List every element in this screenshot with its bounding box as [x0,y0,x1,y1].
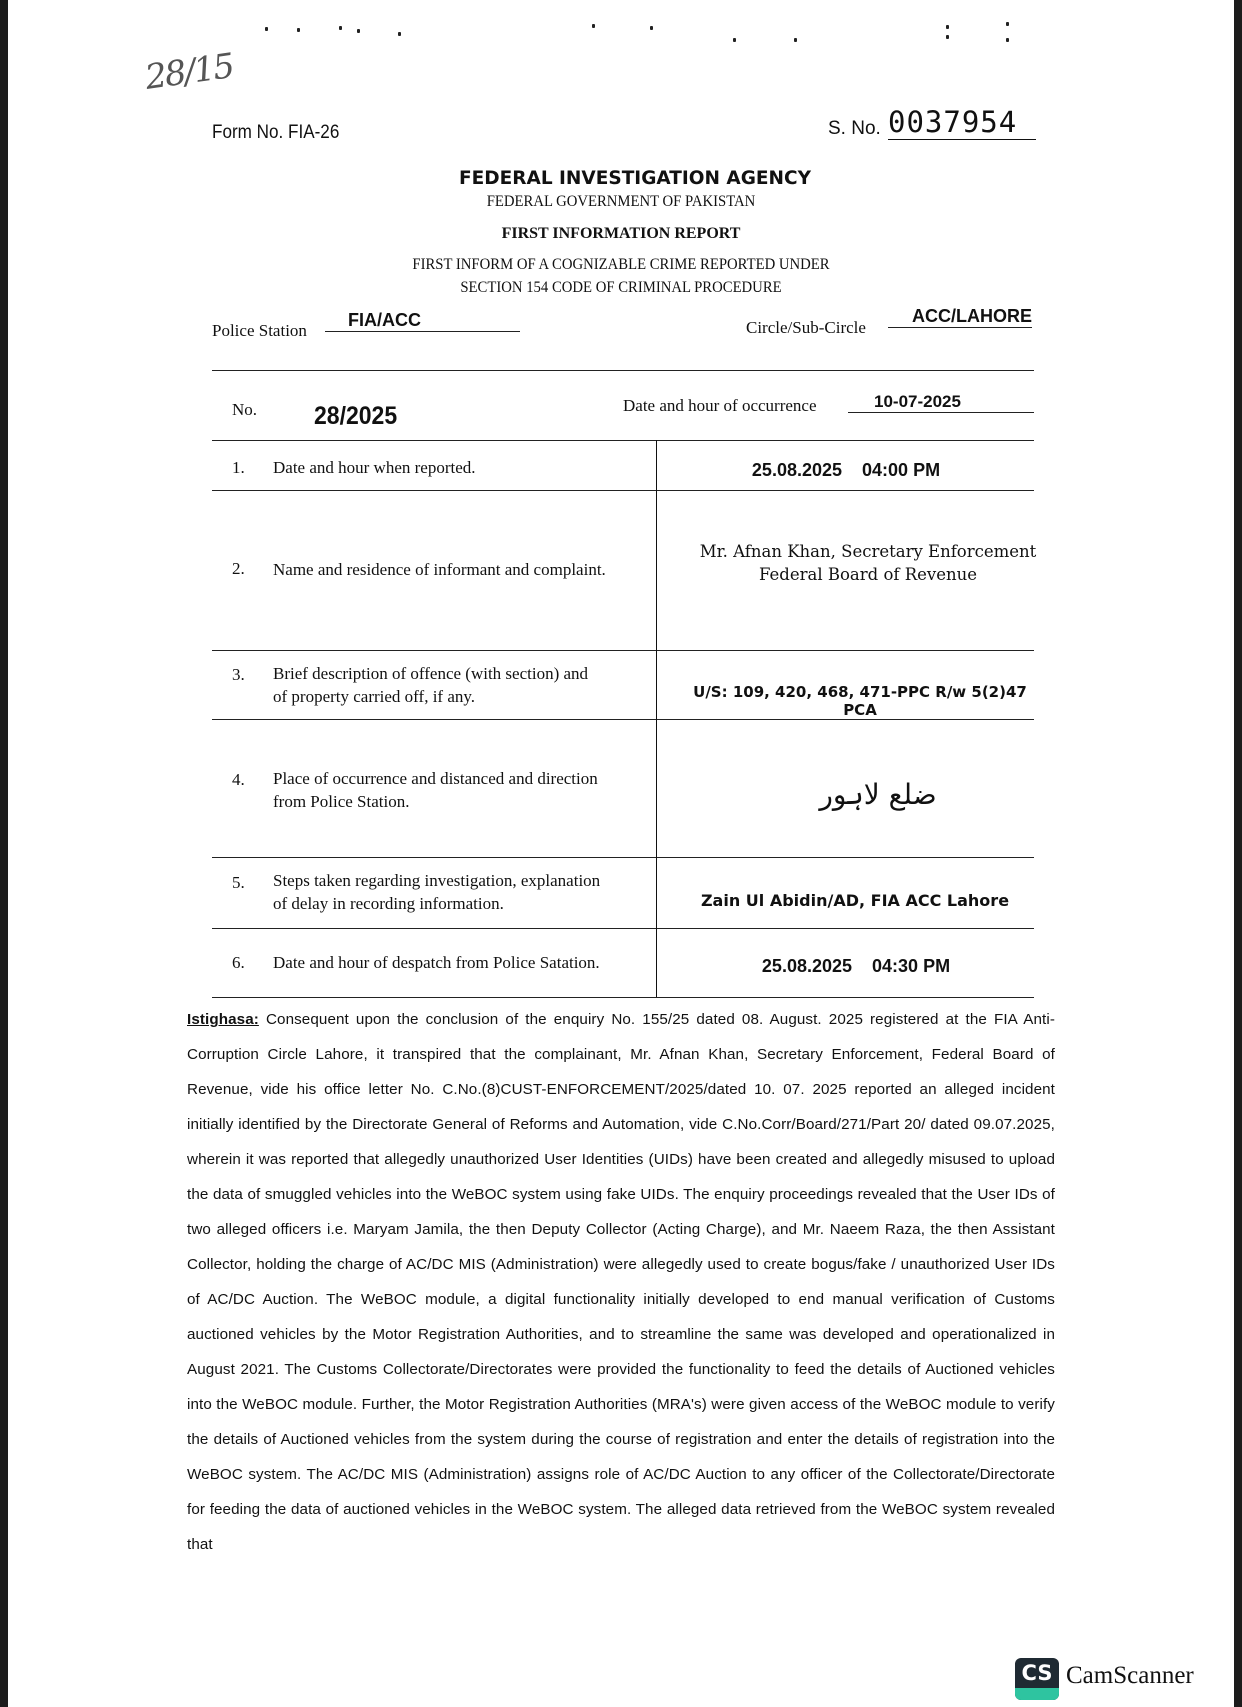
row-5-label: Steps taken regarding investigation, explanation of delay in recording information. [273,871,601,913]
row-4-number: 4. [232,770,245,789]
informant-name: Mr. Afnan Khan, Secretary Enforcement [699,542,1037,561]
scan-edge-left [0,0,8,1707]
despatch-date: 25.08.2025 [761,956,853,976]
scan-edge-right [1234,0,1242,1707]
police-station-label: Police Station [212,321,307,340]
row-5-value: Zain Ul Abidin/AD, FIA ACC Lahore [700,891,1010,910]
row-1-label: Date and hour when reported. [273,458,476,477]
fir-number-value: 28/2025 [314,402,398,430]
row-6-number: 6. [232,953,245,972]
narrative-paragraph [187,1002,1055,1562]
row-1-number: 1. [232,458,245,477]
offence-act: PCA [843,701,877,719]
row-2-label: Name and residence of informant and complaint. [273,560,606,579]
row-1-value [658,460,1034,481]
form-number: Form No. FIA-26 [212,122,340,143]
scan-speck [357,29,360,33]
scan-speck [794,38,797,42]
circle-value: ACC/LAHORE [888,306,1032,328]
fir-number-label: No. [232,400,258,419]
serial-number-value: 0037954 [888,105,1036,140]
reported-time: 04:00 PM [862,460,941,480]
scan-speck [297,28,300,32]
row-2-value [668,540,1068,586]
divider [212,370,1034,371]
scan-speck [1006,38,1009,42]
camscanner-watermark: CamScanner [1066,1662,1194,1689]
informant-organisation: Federal Board of Revenue [758,565,978,584]
scan-speck [946,25,949,29]
agency-title: FEDERAL INVESTIGATION AGENCY [458,168,812,189]
table-rule [212,490,1034,491]
row-3-number: 3. [232,665,245,684]
row-3-value [665,680,1055,723]
row-6-value [668,956,1044,977]
occurrence-label: Date and hour of occurrence [623,396,817,415]
scan-speck [650,26,653,30]
narrative-text: Consequent upon the conclusion of the enquiry No. 155/25 dated 08. August. 2025 registered at the FIA Anti-Corruption Circle Lahore, it transpired that the complainant, Mr. Afnan Khan, Secretary Enforcement, Federal Board of Revenue, vide his office letter No. C.No.(8)CUST-ENFORCEMENT/2025/dated 10. 07. 2025 reported an alleged incident initially identified by the Directorate General of Reforms and Automation, vide C.No.Corr/Board/271/Part 20/ dated 09.07.2025, wherein it was reported that allegedly unauthorized User Identities (UIDs) have been created and allegedly misused to upload the data of smuggled vehicles into the WeBOC system using fake UIDs. The enquiry proceedings revealed that the User IDs of two alleged officers i.e. Maryam Jamila, the then Deputy Collector (Acting Charge), and Mr. Naeem Raza, the then Assistant Collector, holding the charge of AC/DC MIS (Administration) were allegedly used to create bogus/fake / unauthorized User IDs of AC/DC Auction. The WeBOC module, a digital functionality initially developed to end manual verification of Customs auctioned vehicles by the Motor Registration Authorities, and to streamline the same was developed and operationalized in August 2021. The Customs Collectorate/Directorates were provided the functionality to feed the details of Auctioned vehicles into the WeBOC module. Further, the Motor Registration Authorities (MRA's) were given access of the WeBOC module to verify the details of Auctioned vehicles from the system during the course of registration and enter the details of registration into the WeBOC system. The AC/DC MIS (Administration) assigns role of AC/DC Auction to any officer of the Collectorate/Directorate for feeding the data of auctioned vehicles in the WeBOC system. The alleged data retrieved from the WeBOC system revealed that [187,1011,1055,1553]
occurrence-value: 10-07-2025 [848,392,1034,413]
narrative-lead: Istighasa: [187,1011,259,1028]
table-rule [212,857,1034,858]
scan-speck [1006,22,1009,26]
row-5-number: 5. [232,873,245,892]
despatch-time: 04:30 PM [872,956,951,976]
serial-number-label: S. No. [828,118,881,139]
row-2-number: 2. [232,559,245,578]
row-4-value: ضلع لاہور [819,778,937,811]
camscanner-logo-icon: CS [1015,1658,1059,1700]
handwritten-note: 28/15 [142,46,236,98]
circle-label: Circle/Sub-Circle [746,318,866,337]
scan-speck [946,35,949,39]
reported-date: 25.08.2025 [751,460,843,480]
scan-speck [398,32,401,36]
report-title: FIRST INFORMATION REPORT [501,225,741,242]
table-column-divider [656,440,657,997]
report-subtitle-line1: FIRST INFORM OF A COGNIZABLE CRIME REPORTED UNDER [412,256,830,273]
offence-sections: U/S: 109, 420, 468, 471-PPC R/w 5(2)47 [693,683,1027,701]
table-rule [212,928,1034,929]
scan-speck [592,24,595,28]
scan-speck [339,26,342,30]
scan-speck [733,38,736,42]
government-subtitle: FEDERAL GOVERNMENT OF PAKISTAN [486,193,756,210]
report-subtitle-line2: SECTION 154 CODE OF CRIMINAL PROCEDURE [460,279,782,296]
police-station-value: FIA/ACC [325,310,520,332]
scan-speck [265,27,268,31]
table-rule [212,440,1034,441]
row-6-label: Date and hour of despatch from Police Satation. [273,953,600,972]
table-rule [212,650,1034,651]
row-4-label: Place of occurrence and distanced and direction from Police Station. [273,769,598,811]
row-3-label: Brief description of offence (with section) and of property carried off, if any. [273,664,589,706]
table-rule [212,997,1034,998]
